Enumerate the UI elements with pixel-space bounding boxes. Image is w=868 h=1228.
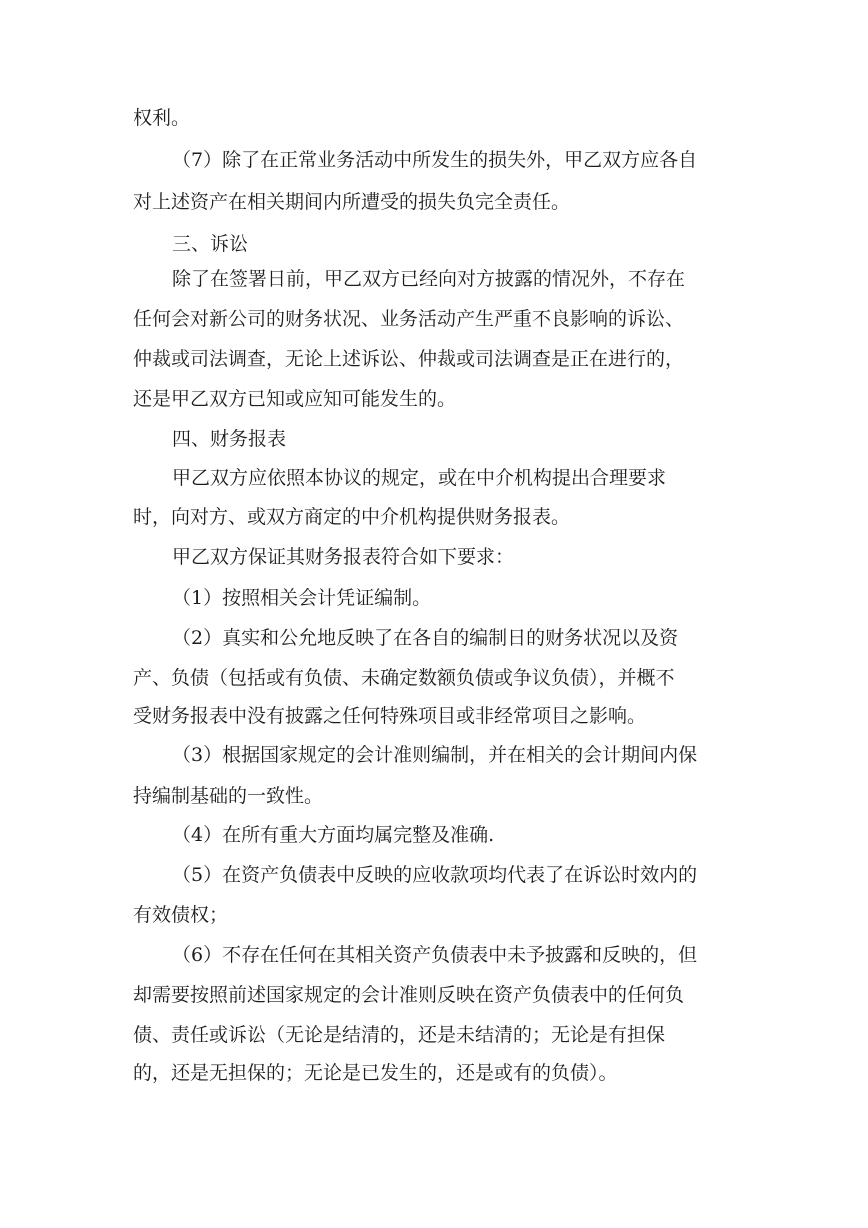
text-line: 任何会对新公司的财务状况、业务活动产生严重不良影响的诉讼、 [133,308,685,330]
text-line: （4）在所有重大方面均属完整及准确. [172,824,495,846]
text-line: （7）除了在正常业务活动中所发生的损失外，甲乙双方应各自 [172,149,698,171]
section-heading: 三、诉讼 [172,233,249,255]
text-line: （2）真实和公允地反映了在各自的编制日的财务状况以及资 [172,627,679,649]
section-heading: 四、财务报表 [172,428,287,450]
text-line: 还是甲乙双方已知或应知可能发生的。 [133,388,457,410]
text-line: 却需要按照前述国家规定的会计准则反映在资产负债表中的任何负 [133,984,685,1006]
text-line: 甲乙双方保证其财务报表符合如下要求： [172,546,515,568]
text-line: 权利。 [133,107,191,129]
text-line: （6）不存在任何在其相关资产负债表中未予披露和反映的，但 [172,944,698,966]
text-line: 仲裁或司法调查，无论上述诉讼、仲裁或司法调查是正在进行的， [133,348,685,370]
text-line: 甲乙双方应依照本协议的规定，或在中介机构提出合理要求 [172,467,667,489]
text-line: 受财务报表中没有披露之任何特殊项目或非经常项目之影响。 [133,705,647,727]
text-line: 债、责任或诉讼（无论是结清的，还是未结清的；无论是有担保 [133,1024,666,1046]
text-line: 除了在签署日前，甲乙双方已经向对方披露的情况外，不存在 [172,268,686,290]
text-line: 产、负债（包括或有负债、未确定数额负债或争议负债），并概不 [133,667,675,689]
text-line: （3）根据国家规定的会计准则编制，并在相关的会计期间内保 [172,744,698,766]
text-line: 的，还是无担保的；无论是已发生的，还是或有的负债）。 [133,1062,618,1084]
text-line: 有效债权； [133,904,229,926]
text-line: （1）按照相关会计凭证编制。 [172,587,432,609]
text-line: （5）在资产负债表中反映的应收款项均代表了在诉讼时效内的 [172,864,698,886]
text-line: 持编制基础的一致性。 [133,785,324,807]
text-line: 对上述资产在相关期间内所遭受的损失负完全责任。 [133,191,571,213]
text-line: 时，向对方、或双方商定的中介机构提供财务报表。 [133,506,571,528]
